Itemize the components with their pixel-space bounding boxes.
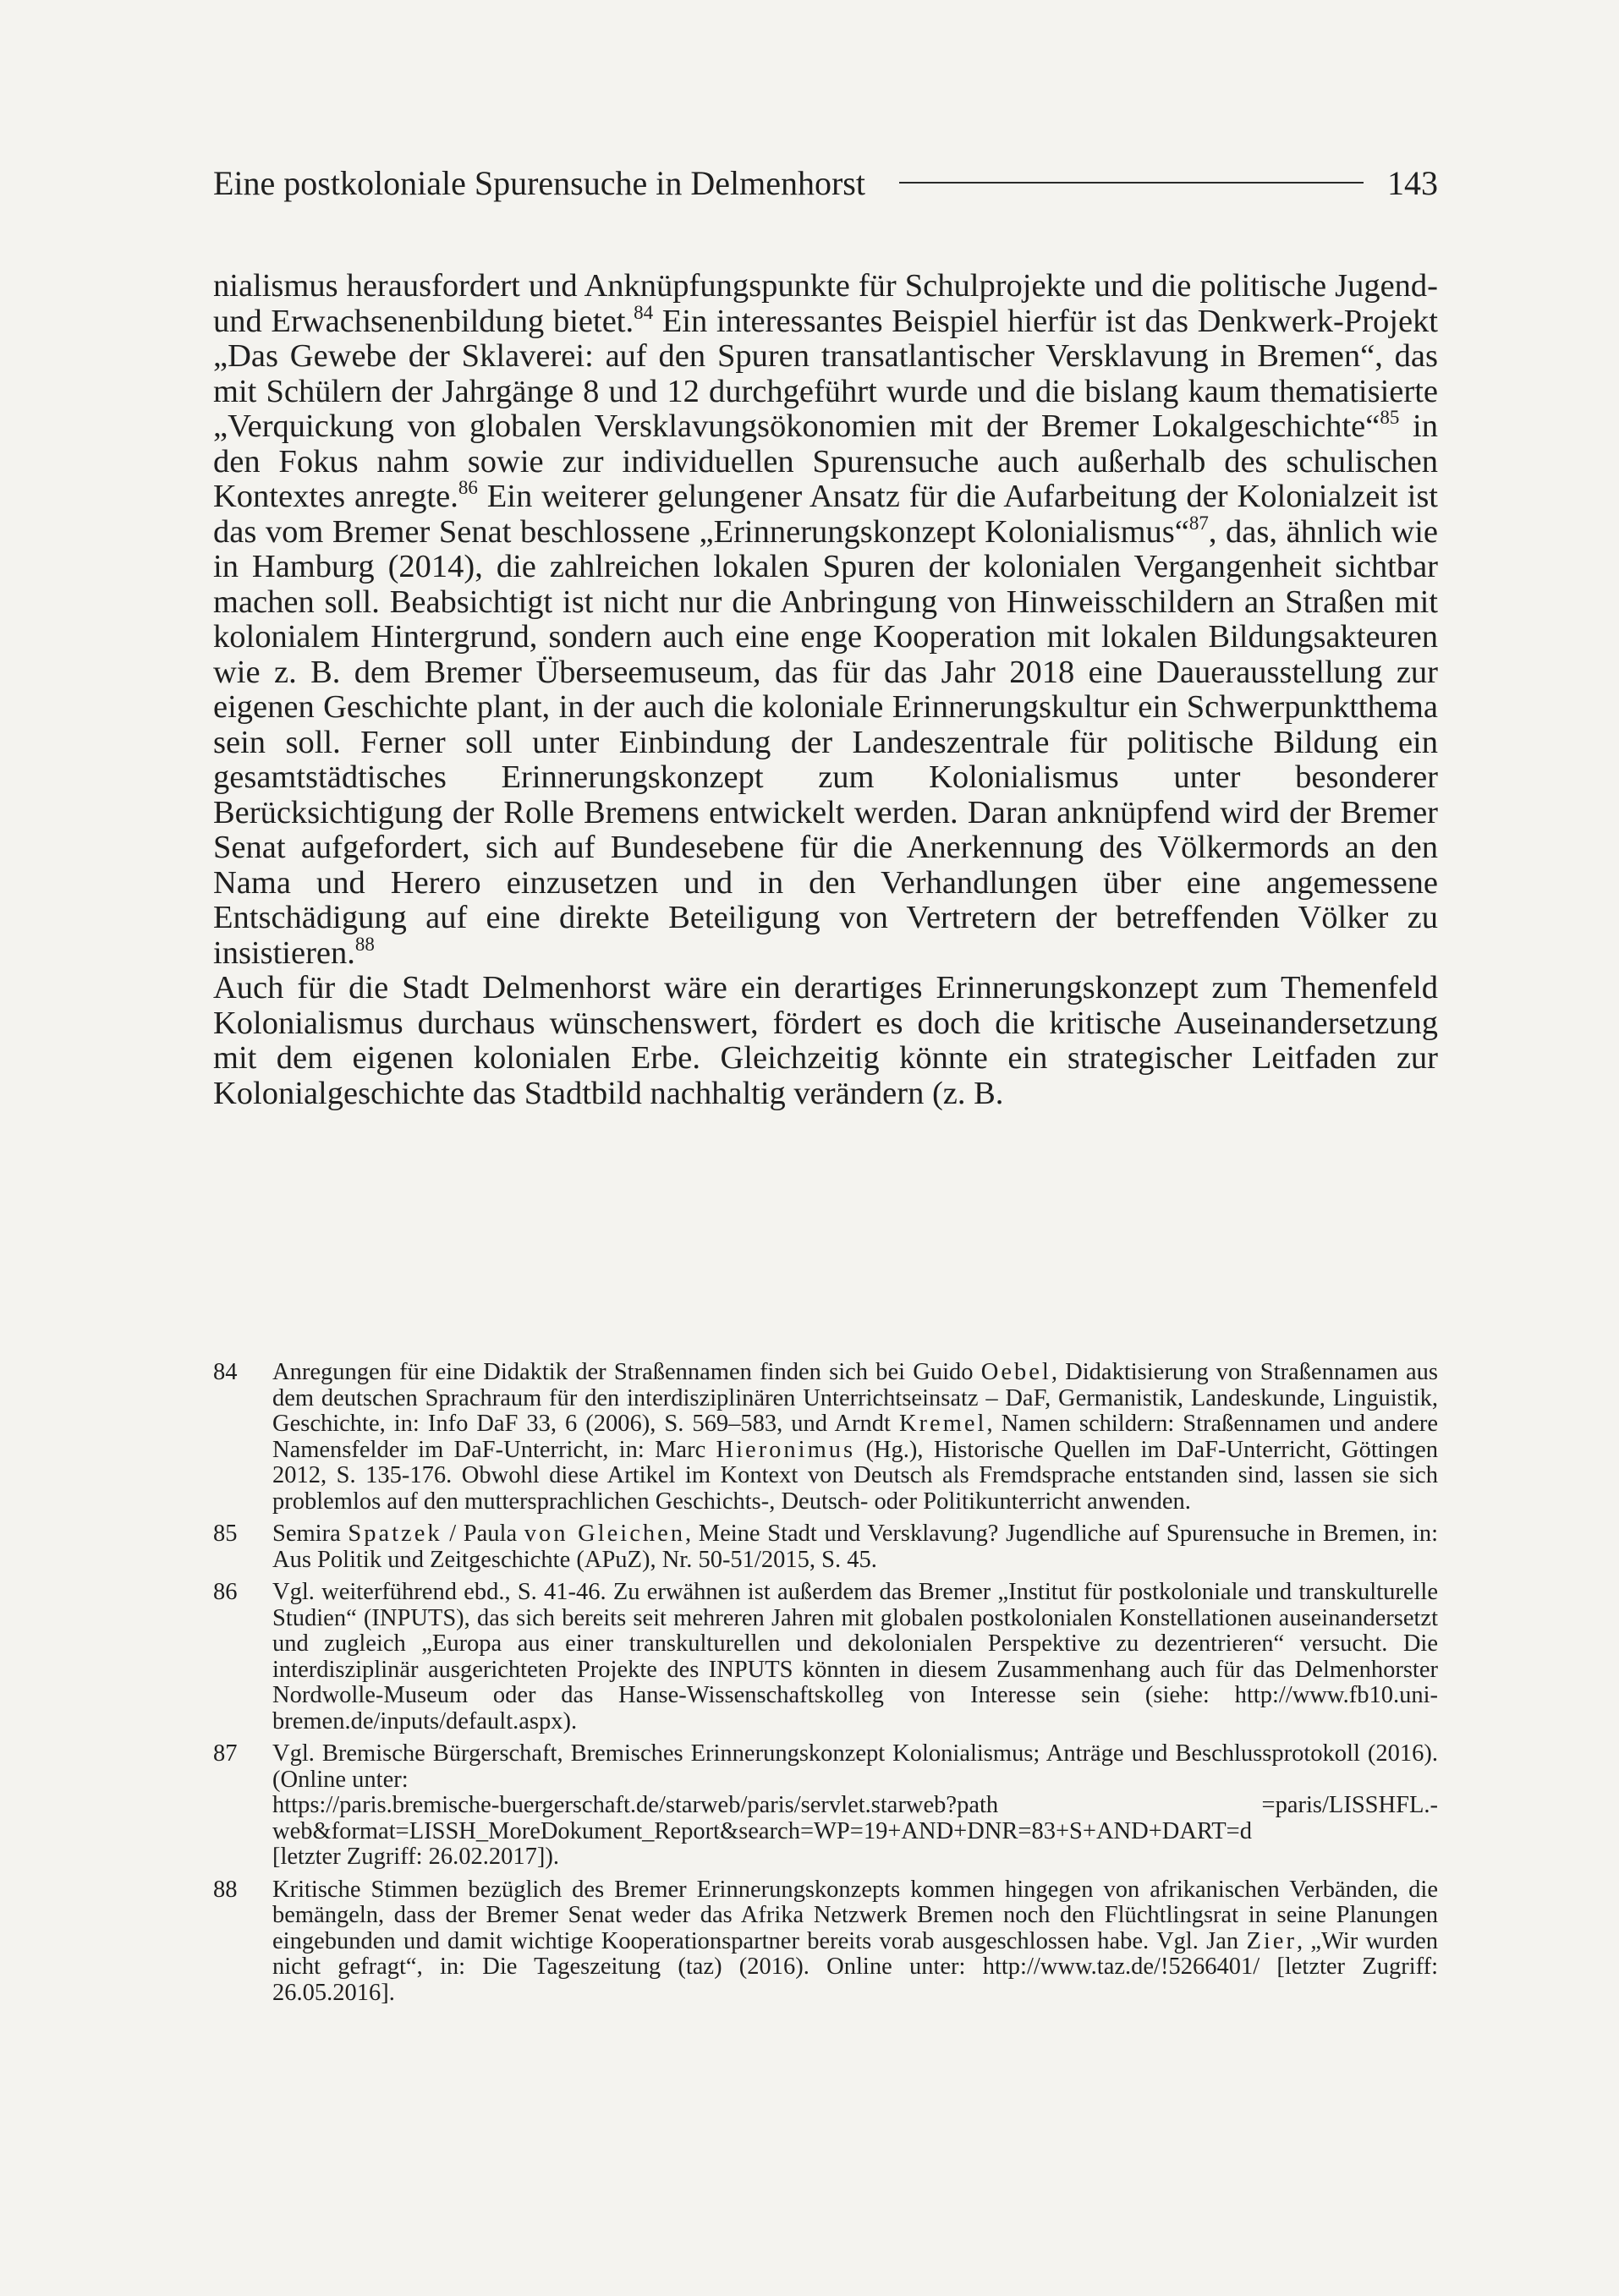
footnote-ref-87: 87 bbox=[1188, 512, 1209, 534]
text-segment: nialismus herausfordert und Anknüpfungspunkte für Schulprojekte und die politische Jugend- und Erwachsenenbildung bietet. bbox=[213, 268, 1438, 339]
footnote-86 bbox=[213, 1580, 1438, 1734]
footnote-85 bbox=[213, 1521, 1438, 1573]
footnote-88 bbox=[213, 1877, 1438, 2007]
author-name: Oebel bbox=[980, 1359, 1051, 1385]
text-segment: Ein interessantes Beispiel hierfür ist das Denkwerk-Projekt „Das Gewebe der Sklaverei: auf den Spuren transatlantischer Versklavung in Bremen“, das mit Schülern der Jahrgänge 8 und 12 durchgeführt wurde und die bislang kaum thematisierte „Verquickung von globalen Versklavungsökonomien mit der Bremer Lokalgeschichte“ bbox=[213, 303, 1438, 444]
author-name: Zier bbox=[1246, 1927, 1297, 1954]
header-rule bbox=[899, 182, 1364, 184]
footnote-number: 84 bbox=[213, 1359, 238, 1385]
running-title: Eine postkoloniale Spurensuche in Delmenhorst bbox=[213, 163, 865, 202]
text-segment: , Meine Stadt und Versklavung? Jugendliche auf Spurensuche in Bremen, in: Aus Politik und Zeitgeschichte (APuZ), Nr. 50-51/2015, S. 45. bbox=[272, 1521, 1439, 1573]
footnote-url: https://paris.bremische-buergerschaft.de/starweb/paris/servlet.starweb?path =paris/LISSHFL.-web&format=LISSH_MoreDokument_Report&search=WP=19+AND+DNR=83+S+AND+DART=d bbox=[272, 1792, 1438, 1844]
footnote-text bbox=[272, 1360, 1438, 1515]
text-segment: Ein weiterer gelungener Ansatz für die Aufarbeitung der Kolonialzeit ist das vom Bremer Senat beschlossene „Erinnerungskonzept Kolonialismus“ bbox=[213, 479, 1438, 550]
text-segment: [letzter Zugriff: 26.02.2017]). bbox=[272, 1844, 559, 1870]
author-name: Kremel bbox=[898, 1411, 987, 1437]
footnote-ref-86: 86 bbox=[458, 477, 478, 498]
footnote-text bbox=[272, 1741, 1438, 1871]
footnote-text bbox=[272, 1877, 1438, 2007]
main-text bbox=[213, 269, 1438, 1111]
text-segment: , Namen schildern: Straßennamen und andere Namensfelder im DaF-Unterricht, in: Marc bbox=[272, 1411, 1438, 1463]
footnote-ref-88: 88 bbox=[354, 933, 375, 955]
footnote-number: 85 bbox=[213, 1521, 238, 1547]
paragraph-2: Auch für die Stadt Delmenhorst wäre ein derartiges Erinnerungskonzept zum Themenfeld Kolonialismus durchaus wünschenswert, fördert es doch die kritische Auseinandersetzung mit dem eigenen kolonialen Erbe. Gleichzeitig könnte ein strategischer Leitfaden zur Kolonialgeschichte das Stadtbild nachhaltig verändern (z. B. bbox=[213, 970, 1438, 1111]
footnote-84 bbox=[213, 1360, 1438, 1515]
footnote-ref-84: 84 bbox=[634, 301, 654, 323]
text-segment: Kritische Stimmen bezüglich des Bremer Erinnerungskonzepts kommen hingegen von afrikanischen Verbänden, die bemängeln, dass der Bremer Senat weder das Afrika Netzwerk Bremen noch den Flüchtlingsrat in seine Planungen eingebunden und damit wichtige Kooperationspartner bereits vorab ausgeschlossen habe. Vgl. Jan bbox=[272, 1876, 1438, 1954]
footnotes bbox=[213, 1360, 1438, 2013]
footnote-number: 87 bbox=[213, 1740, 238, 1767]
text-segment: Semira bbox=[272, 1521, 348, 1547]
footnote-number: 88 bbox=[213, 1876, 238, 1903]
author-name: von Gleichen bbox=[524, 1521, 686, 1547]
footnote-text: Vgl. weiterführend ebd., S. 41-46. Zu erwähnen ist außerdem das Bremer „Institut für postkoloniale und transkulturelle Studien“ (INPUTS), das sich bereits seit mehreren Jahren mit globalen postkolonialen Konstellationen auseinandersetzt und zugleich „Europa aus einer transkulturellen und dekolonialen Perspektive zu dezentrieren“ versucht. Die interdisziplinär ausgerichteten Projekte des INPUTS könnten in diesem Zusammenhang auch für das Delmenhorster Nordwolle-Museum oder das Hanse-Wissenschaftskolleg von Interesse sein (siehe: http://www.fb10.uni-bremen.de/inputs/default.aspx). bbox=[272, 1579, 1438, 1734]
footnote-ref-85: 85 bbox=[1380, 407, 1400, 428]
text-segment: , Didaktisierung von Straßennamen aus dem deutschen Sprachraum für den interdisziplinären Unterrichtseinsatz – DaF, Germanistik, Landeskunde, Linguistik, Geschichte, in: Info DaF 33, 6 (2006), S. 569–583, und Arndt bbox=[272, 1359, 1439, 1437]
text-segment: Anregungen für eine Didaktik der Straßennamen finden sich bei Guido bbox=[272, 1359, 981, 1385]
footnote-87 bbox=[213, 1741, 1438, 1871]
page-number: 143 bbox=[1387, 163, 1438, 202]
author-name: Spatzek bbox=[348, 1521, 442, 1547]
footnote-text bbox=[272, 1521, 1438, 1573]
text-segment: (Hg.), Historische Quellen im DaF-Unterricht, Göttingen 2012, S. 135-176. Obwohl diese Artikel im Kontext von Deutsch als Fremdsprache entstanden sind, lassen sie sich problemlos auf den muttersprachlichen Geschichts-, Deutsch- oder Politikunterricht anwenden. bbox=[272, 1436, 1438, 1515]
text-segment: Vgl. Bremische Bürgerschaft, Bremisches Erinnerungskonzept Kolonialismus; Anträge und Beschlussprotokoll (2016). (Online unter: bbox=[272, 1740, 1438, 1793]
footnote-number: 86 bbox=[213, 1579, 238, 1605]
running-header bbox=[213, 159, 1438, 206]
text-segment: , das, ähnlich wie in Hamburg (2014), die zahlreichen lokalen Spuren der kolonialen Vergangenheit sichtbar machen soll. Beabsichtigt ist nicht nur die Anbringung von Hinweisschildern an Straßen mit kolonialem Hintergrund, sondern auch eine enge Kooperation mit lokalen Bildungsakteuren wie z. B. dem Bremer Überseemuseum, das für das Jahr 2018 eine Dauerausstellung zur eigenen Geschichte plant, in der auch die koloniale Erinnerungskultur ein Schwerpunktthema sein soll. Ferner soll unter Einbindung der Landeszentrale für politische Bildung ein gesamtstädtisches Erinnerungskonzept zum Kolonialismus unter besonderer Berücksichtigung der Rolle Bremens entwickelt werden. Daran anknüpfend wird der Bremer Senat aufgefordert, sich auf Bundesebene für die Anerkennung des Völkermords an den Nama und Herero einzusetzen und in den Verhandlungen über eine angemessene Entschädigung auf eine direkte Beteiligung von Vertretern der betreffenden Völker zu insistieren. bbox=[213, 513, 1439, 971]
paragraph-1 bbox=[213, 269, 1438, 971]
author-name: Hieronimus bbox=[716, 1436, 856, 1463]
text-segment: in den Fokus nahm sowie zur individuellen Spurensuche auch außerhalb des schulischen Kontextes anregte. bbox=[213, 408, 1438, 514]
text-segment: / Paula bbox=[442, 1521, 524, 1547]
text-segment: , „Wir wurden nicht gefragt“, in: Die Tageszeitung (taz) (2016). Online unter: http://www.taz.de/!5266401/ [letzter Zugriff: 26.05.2016]. bbox=[272, 1927, 1438, 2006]
